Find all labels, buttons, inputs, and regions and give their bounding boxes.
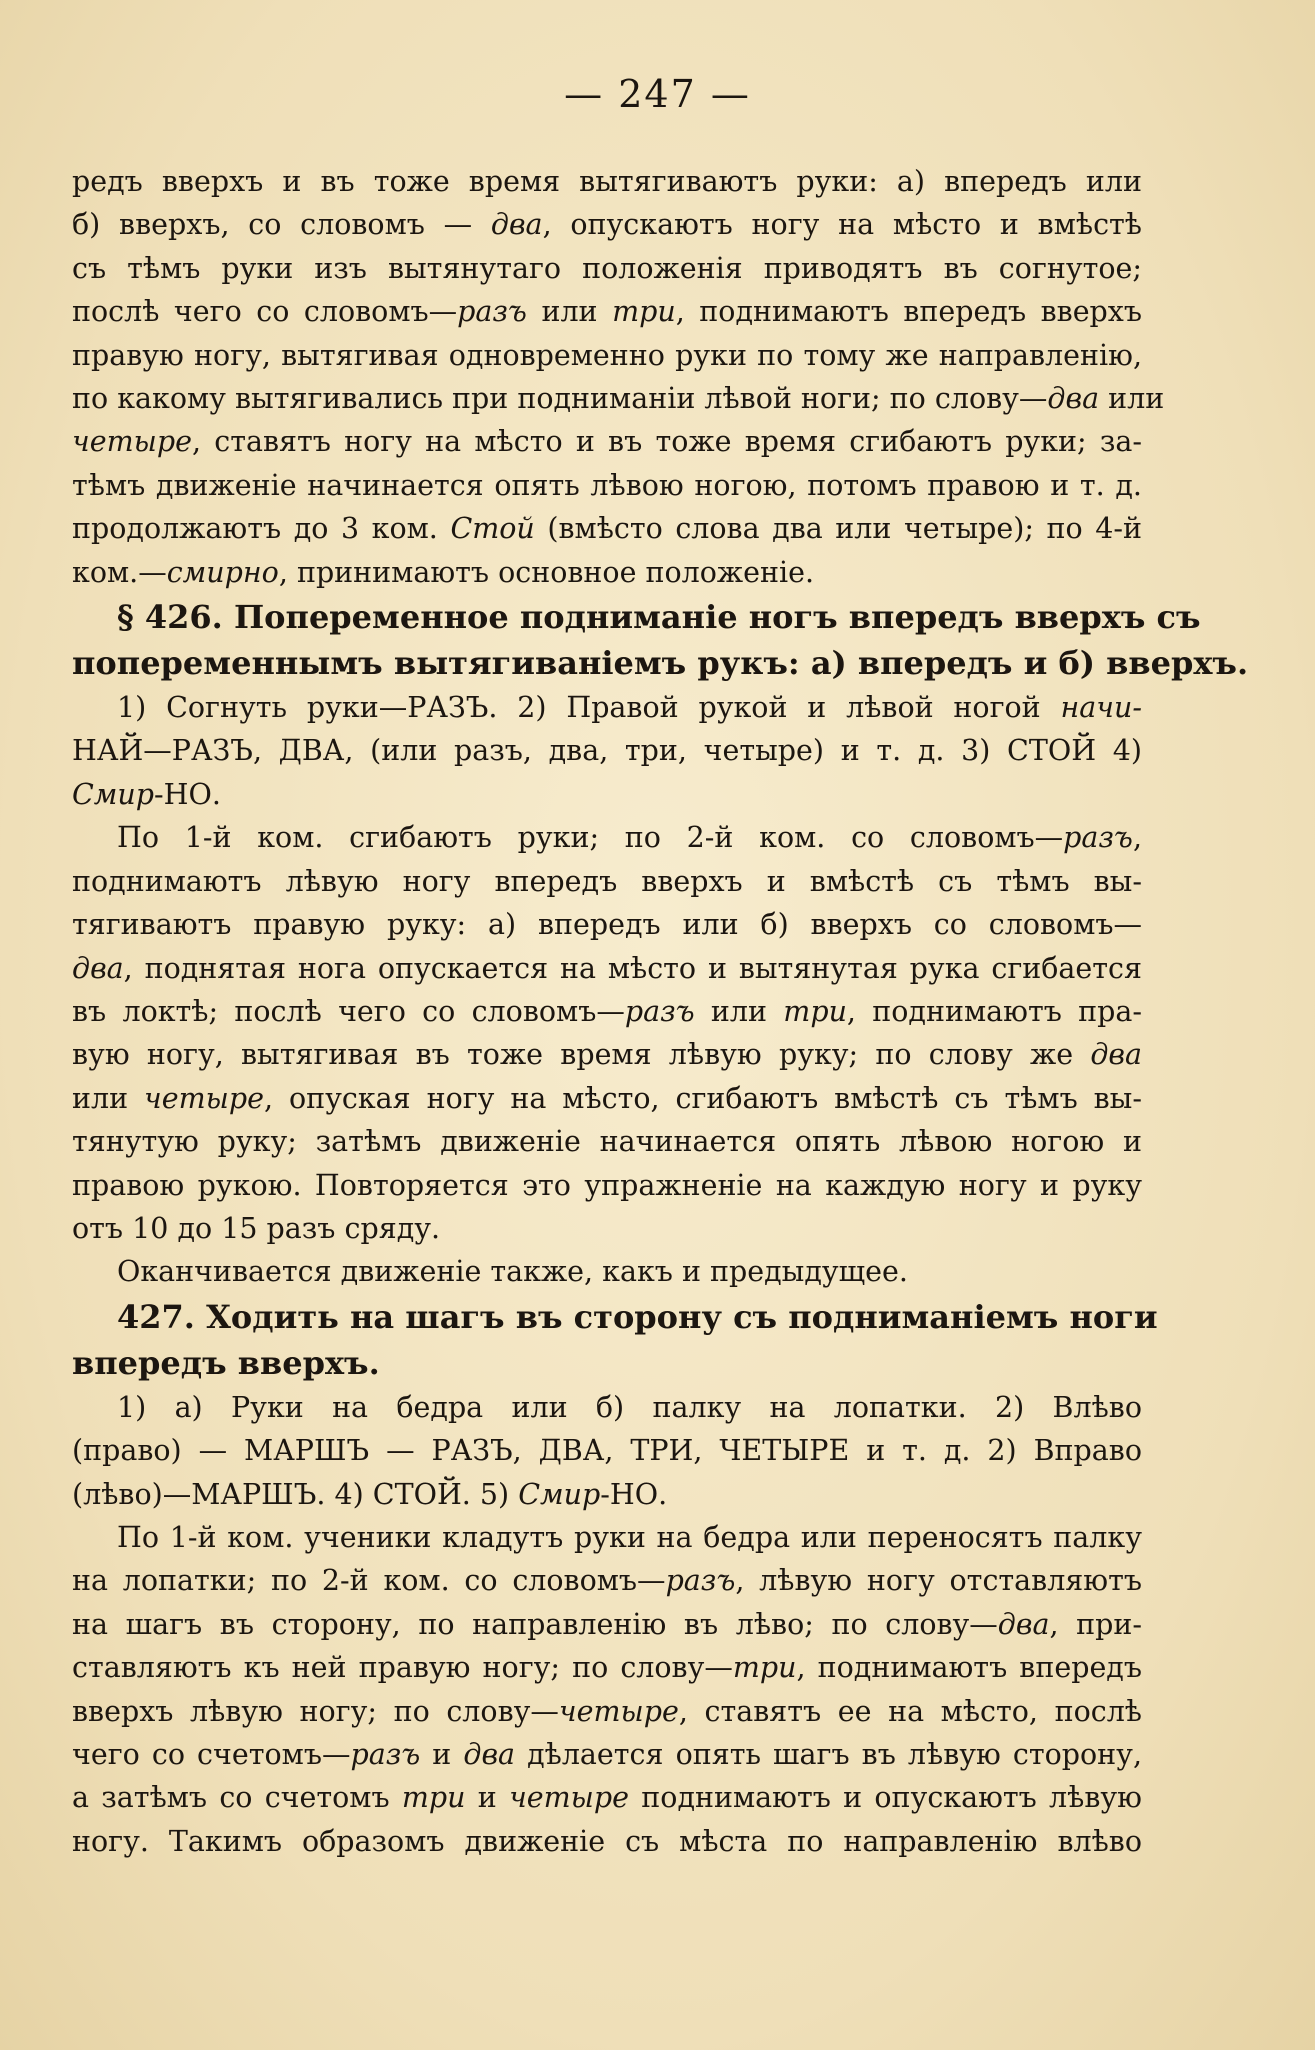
text-line [72, 464, 1142, 507]
text-segment: ставляютъ къ ней правую ногу; по слову— [72, 1651, 733, 1685]
text-segment: , принимаютъ основное положеніе. [278, 555, 815, 589]
text-line [72, 1559, 1142, 1602]
page-number: — 247 — [564, 72, 751, 116]
text-segment: (лѣво)—МАРШЪ. 4) СТОЙ. 5) [72, 1477, 519, 1511]
text-line [72, 1033, 1142, 1076]
text-segment: на шагъ въ сторону, по направленію въ лѣво; по слову— [72, 1607, 998, 1641]
text-line [72, 686, 1142, 729]
text-segment: (вмѣсто слова два или четыре); по 4-й [534, 512, 1143, 546]
text-segment: тянутую руку; затѣмъ движеніе начинается опять лѣвою ногою и [72, 1125, 1142, 1159]
text-segment: или [694, 994, 784, 1028]
text-line [72, 1429, 1142, 1472]
text-segment: вую ногу, вытягивая въ тоже время лѣвую руку; по слову же [72, 1038, 1091, 1072]
text-segment: или [1099, 382, 1165, 416]
text-segment: поднимаютъ лѣвую ногу впередъ вверхъ и вмѣстѣ съ тѣмъ вы- [72, 864, 1142, 898]
italic-text: три [612, 295, 676, 329]
text-line [72, 507, 1142, 550]
text-line [72, 1690, 1142, 1733]
text-segment: послѣ чего со словомъ— [72, 295, 458, 329]
text-segment: редъ вверхъ и въ тоже время вытягиваютъ руки: а) впередъ или [72, 165, 1142, 198]
italic-text: четыре [509, 1781, 630, 1815]
text-line [72, 947, 1142, 990]
italic-text: два [72, 951, 124, 985]
italic-text: два [463, 1738, 516, 1771]
text-line [72, 1473, 1142, 1516]
text-line [72, 640, 1249, 686]
text-segment: тягиваютъ правую руку: а) впередъ или б) вверхъ со словомъ— [72, 908, 1142, 942]
text-segment: § 426. [117, 598, 234, 637]
text-segment: , лѣвую ногу отставляютъ [735, 1564, 1143, 1598]
text-segment: и [465, 1781, 510, 1815]
heading-text: Ходить на шагъ въ сторону съ подниманіемъ ноги [206, 1297, 1158, 1336]
text-line [72, 290, 1142, 333]
italic-text: разъ [1063, 821, 1133, 855]
italic-text: четыре [72, 425, 192, 459]
text-segment: тѣмъ движеніе начинается опять лѣвою ногою, потомъ правою и т. д. [72, 468, 1142, 502]
text-line [72, 1776, 1142, 1819]
text-line [72, 1077, 1142, 1120]
text-line [72, 1207, 1142, 1250]
text-line [72, 1646, 1142, 1689]
text-segment: или [72, 1081, 145, 1115]
italic-text: смирно [166, 555, 279, 589]
text-segment: , ставятъ ногу на мѣсто и въ тоже время сгибаютъ руки; за- [191, 425, 1142, 459]
text-segment: . [368, 1343, 380, 1382]
italic-text: три [732, 1651, 797, 1685]
text-segment: , ставятъ ее на мѣсто, послѣ [678, 1694, 1142, 1728]
italic-text: два [1090, 1038, 1142, 1072]
heading-text: Попеременное подниманіе ногъ впередъ вверхъ съ [233, 598, 1201, 637]
text-line [72, 1120, 1142, 1163]
italic-text: Смир [72, 777, 155, 811]
text-line [72, 334, 1142, 377]
text-segment: , опускаютъ ногу на мѣсто и вмѣстѣ [542, 208, 1142, 242]
text-segment: -НО. [154, 777, 221, 811]
heading-text: попеременнымъ вытягиваніемъ рукъ: [72, 644, 800, 683]
italic-text: два [997, 1607, 1050, 1641]
text-segment: НАЙ—РАЗЪ, ДВА, (или разъ, два, три, четыре) и т. д. 3) СТОЙ 4) [72, 734, 1142, 768]
text-line [72, 1294, 1158, 1340]
italic-text: начи- [1060, 691, 1142, 725]
text-segment: , поднимаютъ впередъ [796, 1651, 1142, 1685]
italic-text: два [1047, 382, 1100, 416]
text-segment: а) впередъ и б) вверхъ. [799, 644, 1249, 683]
text-segment: отъ 10 до 15 разъ сряду. [72, 1211, 441, 1245]
italic-text: два [490, 208, 543, 242]
text-segment: 427. [117, 1297, 207, 1336]
text-segment: и [420, 1738, 464, 1771]
text-segment: или [526, 295, 613, 329]
italic-text: разъ [624, 994, 695, 1028]
text-segment: , поднимаютъ пра- [846, 994, 1142, 1028]
text-line [72, 903, 1142, 946]
text-segment: По 1-й ком. ученики кладутъ руки на бедра или переносятъ палку [117, 1520, 1142, 1554]
text-line [72, 990, 1142, 1033]
text-segment: правую ногу, вытягивая одновременно руки по тому же направленію, [72, 338, 1142, 372]
text-line [72, 203, 1142, 246]
text-line [72, 420, 1142, 463]
text-segment: по какому вытягивались при подниманіи лѣвой ноги; по слову— [72, 382, 1048, 416]
text-segment: , поднимаютъ впередъ вверхъ [675, 295, 1143, 329]
italic-text: разъ [350, 1738, 421, 1771]
text-line [72, 160, 1142, 203]
text-line [72, 594, 1201, 640]
text-segment: (право) — МАРШЪ — РАЗЪ, ДВА, ТРИ, ЧЕТЫРЕ и т. д. 2) Вправо [72, 1434, 1142, 1468]
text-line [72, 860, 1142, 903]
italic-text: четыре [144, 1081, 264, 1115]
text-segment: на лопатки; по 2-й ком. со словомъ— [72, 1564, 666, 1598]
text-line [72, 1516, 1142, 1559]
italic-text: разъ [665, 1564, 736, 1598]
text-segment: 1) Согнуть руки—РАЗЪ. 2) Правой рукой и лѣвой ногой [117, 691, 1061, 725]
text-segment: правою рукою. Повторяется это упражненіе на каждую ногу и руку [72, 1168, 1142, 1202]
text-segment: вверхъ лѣвую ногу; по слову— [72, 1694, 559, 1728]
italic-text: разъ [457, 295, 527, 329]
text-segment: Оканчивается движеніе также, какъ и предыдущее. [117, 1255, 908, 1289]
text-segment: По 1-й ком. сгибаютъ руки; по 2-й ком. со словомъ— [117, 821, 1064, 855]
heading-text: впередъ вверхъ [72, 1343, 369, 1382]
italic-text: три [783, 994, 847, 1028]
text-line [72, 1386, 1142, 1429]
text-segment: въ локтѣ; послѣ чего со словомъ— [72, 994, 625, 1028]
text-segment: б) вверхъ, со словомъ — [72, 208, 491, 242]
text-line [72, 1340, 1142, 1386]
text-segment: съ тѣмъ руки изъ вытянутаго положенія приводятъ въ согнутое; [72, 251, 1142, 285]
text-line [72, 729, 1142, 772]
text-segment: ногу. Такимъ образомъ движеніе съ мѣста по направленію влѣво [72, 1824, 1142, 1858]
italic-text: Смир [518, 1477, 601, 1511]
text-segment: ком.— [72, 555, 167, 589]
text-segment: дѣлается опять шагъ въ лѣвую сторону, [515, 1738, 1143, 1771]
text-segment: чего со счетомъ— [72, 1738, 351, 1771]
text-line [72, 247, 1142, 290]
text-line [72, 1250, 1142, 1293]
text-segment: , опуская ногу на мѣсто, сгибаютъ вмѣстѣ съ тѣмъ вы- [263, 1081, 1142, 1115]
text-line [72, 551, 1142, 594]
text-segment: , поднятая нога опускается на мѣсто и вытянутая рука сгибается [123, 951, 1142, 985]
text-line [72, 773, 1142, 816]
text-segment: 1) а) Руки на бедра или б) палку на лопатки. 2) Влѣво [117, 1390, 1142, 1424]
text-segment: , при- [1049, 1607, 1143, 1641]
text-line [72, 1820, 1142, 1863]
text-line [72, 1733, 1142, 1776]
italic-text: четыре [558, 1694, 679, 1728]
text-line [72, 1164, 1142, 1207]
italic-text: Стой [450, 512, 535, 546]
text-segment: -НО. [600, 1477, 668, 1511]
text-segment: поднимаютъ и опускаютъ лѣвую [629, 1781, 1142, 1815]
text-segment: продолжаютъ до 3 ком. [72, 512, 451, 546]
text-line [72, 1603, 1142, 1646]
text-segment: а затѣмъ со счетомъ [72, 1781, 402, 1815]
text-line [72, 377, 1165, 420]
text-line [72, 816, 1142, 859]
body-text [72, 160, 1249, 1863]
text-segment: , [1132, 821, 1142, 855]
italic-text: три [401, 1781, 466, 1815]
